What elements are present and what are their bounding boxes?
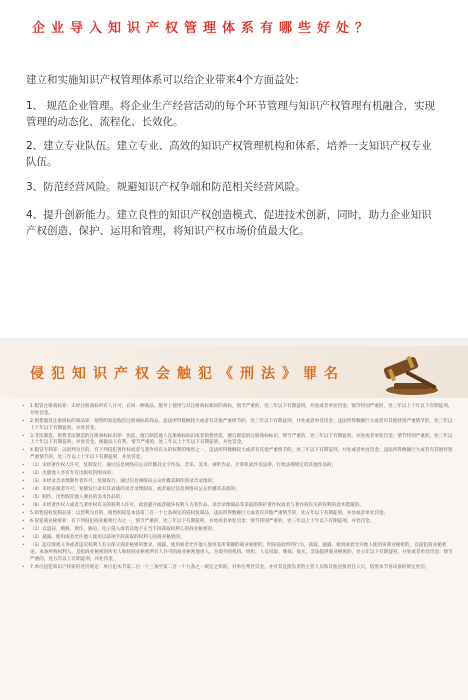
bottom-panel <box>0 346 468 700</box>
legal-item: • 5.销售侵权复制品罪：以营利为目的，销售明知是本法第二百一十七条规定的侵权复制品，违法所得数额巨大或者有其他严重情节的，处五年以下有期徒刑，并处或者单处罚金。 <box>22 511 454 518</box>
gavel-icon <box>366 352 446 396</box>
legal-item: • （3）未经录音录像制作者许可，复制发行、通过信息网络向公众传播其制作的录音录像的； <box>22 479 454 486</box>
top-panel <box>0 0 468 338</box>
legal-item: • （6）未经著作权人或者与著作权有关的权利人许可，故意避开或者破坏权利人为其作品、录音录像制品等采取的保护著作权或者与著作权有关的权利的技术措施的。 <box>22 503 454 510</box>
benefit-item: 1、 规范企业管理。将企业生产经营活动的每个环节管理与知识产权管理有机融合，实现管理的动态化、流程化、长效化。 <box>26 100 436 128</box>
legal-item: • 7.单位侵犯知识产权罪的处罚规定：单位犯本节第二百一十三条至第二百一十九条之一规定之罪的，对单位判处罚金，并对其直接负责的主管人员和其他直接责任人员，依照本节各该条的规定处罚。 <box>22 565 454 572</box>
benefit-item: 3、防范经营风险。规避知识产权争端和防范相关经营风险。 <box>26 181 306 193</box>
benefit-item: 2、建立专业队伍。建立专业、高效的知识产权管理机构和体系，培养一支知识产权专业队伍。 <box>26 140 432 168</box>
intro-text: 建立和实施知识产权管理体系可以给企业带来4个方面益处: <box>26 74 299 86</box>
legal-item: • （1）未经著作权人许可，复制发行、通过信息网络向公众传播其文字作品、音乐、美术、视听作品、计算机软件及法律、行政法规规定的其他作品的； <box>22 463 454 470</box>
legal-list <box>22 404 454 573</box>
legal-item: • 4.假冒专利罪：以原判为目的，有下列侵犯著作权或者与著作权有关的权利的情形之一，违法所得数额较大或者有其他严重情节的，处三年以下有期徒刑，并处或者单处罚金；违法所得数额巨大或者有其他特别严重情节的，处三年以上十年以下有期徒刑，并处罚金。 <box>22 448 454 462</box>
legal-item: • 3.非法制造、销售非法制造的注册商标标识罪：伪造、擅自制造他人注册商标标识或者销售伪造、擅自制造的注册商标标识，情节严重的，处三年以下有期徒刑，并处或者单处罚金；情节特别严重的，处三年以上十年以下有期徒刑，并处罚金。根据法人有利，情节严重的，处三年以上十年以下有期徒刑，并处罚金。 <box>22 434 454 448</box>
bottom-header <box>0 346 468 398</box>
legal-item: • 1.假冒注册商标罪：未经注册商标所有人许可，在同一种商品、服务上使用与其注册商标相同的商标，情节严重的，处三年以下有期徒刑，并处或者单处罚金；情节特别严重的，处三年以上十年以下有期徒刑，并处罚金。 <box>22 404 454 418</box>
legal-item: • （4）未经表演者许可，复制发行录有其表演的录音录像制品，或者通过信息网络向公众传播其表演的； <box>22 487 454 494</box>
bottom-title: 侵犯知识产权会触犯《刑法》罪名 <box>30 366 345 382</box>
benefit-item: 4、提升创新能力。建立良性的知识产权创造模式、促进技术创新，同时，助力企业知识产权创造、保护、运用和管理，将知识产权市场价值最大化。 <box>26 209 432 237</box>
legal-item: • （2）披露、使用或者允许他人使用以前项手段获取的权利人的商业秘密的； <box>22 535 454 542</box>
legal-item: • 6.侵犯商业秘密罪：有下列侵犯商业秘密行为之一，情节严重的，处三年以下有期徒刑，并处或者单处罚金；情节特别严重的，处三年以上十年以下有期徒刑，并处罚金。 <box>22 519 454 526</box>
legal-item: • （2）出版他人享有专有出版权的图书的； <box>22 471 454 478</box>
section-divider <box>0 338 468 346</box>
legal-item: • （3）违反保密义务或者违反权利人有关保守商业秘密的要求，披露、使用或者允许他人使用其所掌握的商业秘密的。明知前款所列行为，获取、披露、使用或者允许他人使用该商业秘密的，以侵犯商业秘密论。本条所称权利人，是指商业秘密的所有人和经商业秘密所有人许可的商业秘密使用人。为境外的机构、组织、人员窃取、刺探、收买、非法提供商业秘密的，处五年以下有期徒刑，并处或者单处罚金；情节严重的，处五年以上有期徒刑，并处罚金。 <box>22 543 454 563</box>
top-title: 企业导入知识产权管理体系有哪些好处？ <box>32 21 375 36</box>
legal-item: • （5）制作、出售假冒他人署名的美术作品的； <box>22 495 454 502</box>
legal-item: • （1）以盗窃、贿赂、欺诈、胁迫、电子侵入或者其他不正当手段获取权利人的商业秘密的； <box>22 527 454 534</box>
legal-item: • 2.销售假冒注册商标的商品罪：销售明知是假冒注册商标的商品，违法所得数额较大或者有其他严重情节的，处三年以下有期徒刑，并处或者单处罚金；违法所得数额巨大或者有其他特别严重情节的，处三年以上十年以下有期徒刑，并处罚金。 <box>22 419 454 433</box>
